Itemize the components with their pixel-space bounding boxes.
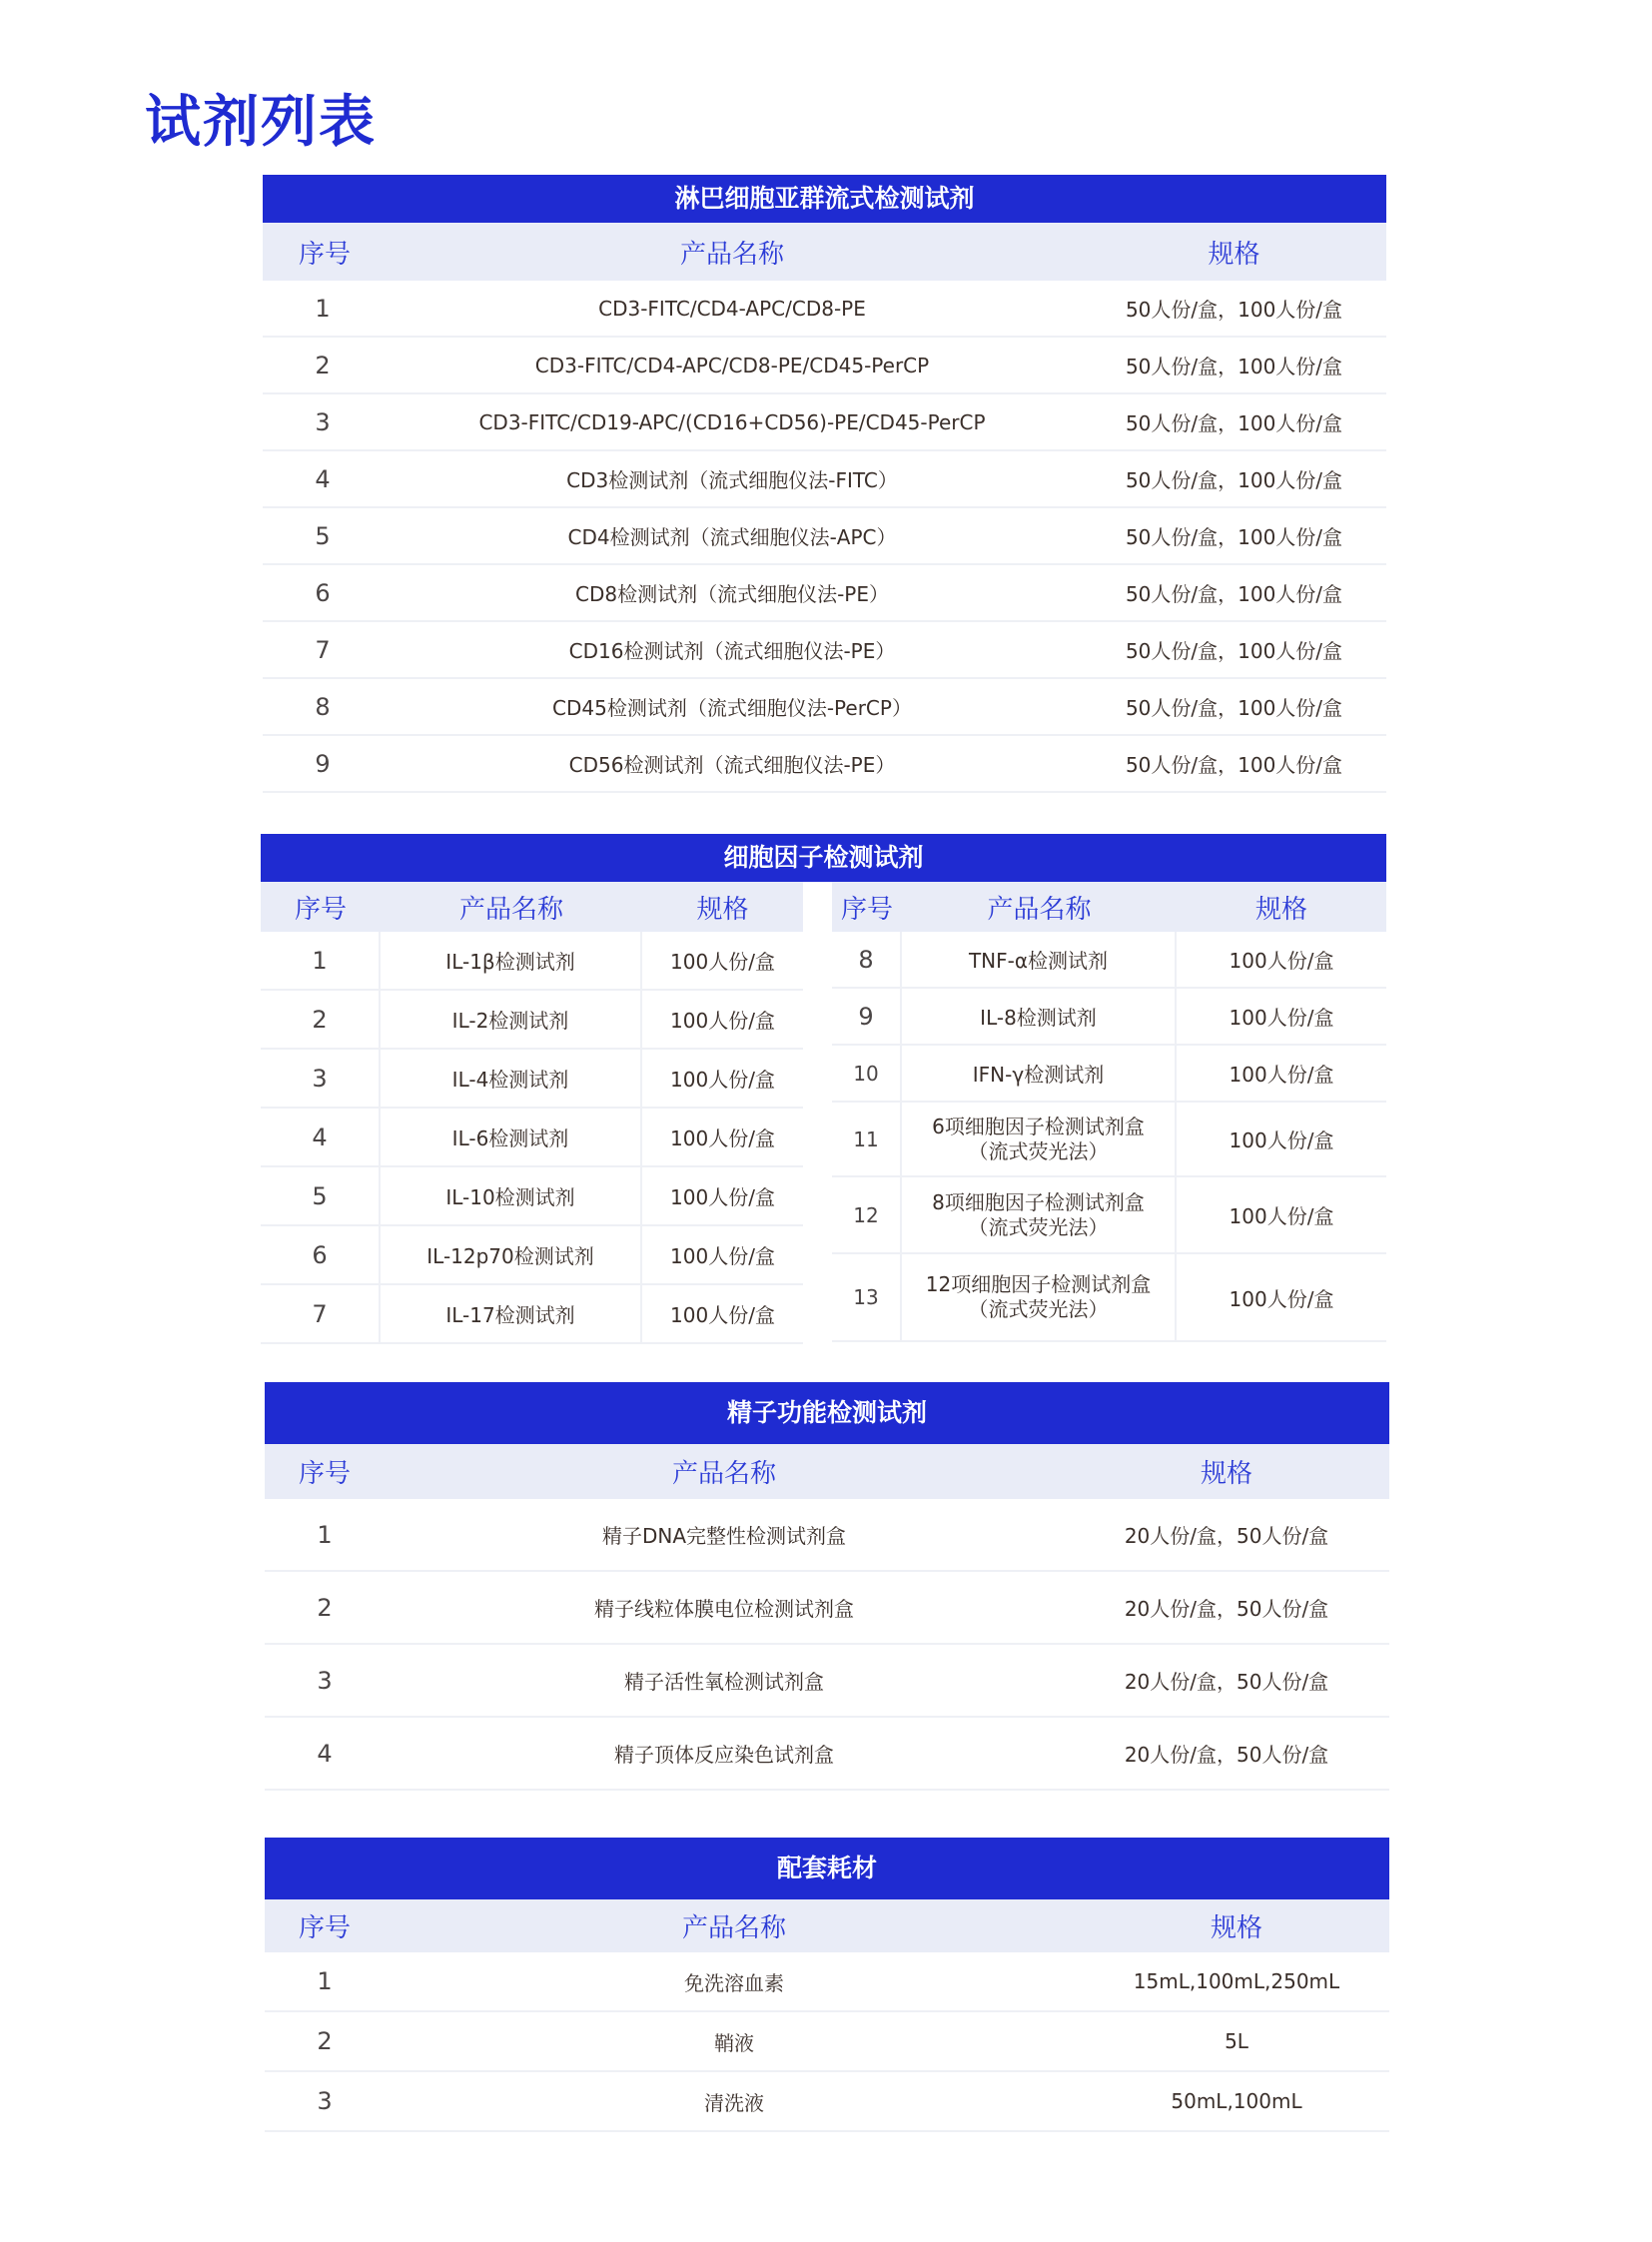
row-idx: 8 bbox=[315, 692, 331, 721]
header-idx: 序号 bbox=[294, 894, 347, 925]
row-spec: 50mL,100mL bbox=[1171, 2089, 1302, 2113]
row-name: 鞘液 bbox=[714, 2030, 754, 2055]
row-idx: 2 bbox=[317, 1593, 333, 1622]
row-name: IL-1β检测试剂 bbox=[381, 932, 642, 989]
lymph-table bbox=[263, 175, 1386, 793]
row-idx: 4 bbox=[315, 464, 331, 493]
row-name: IFN-γ检测试剂 bbox=[902, 1046, 1177, 1101]
table-row bbox=[832, 1177, 1386, 1254]
header-name: 产品名称 bbox=[671, 1459, 776, 1489]
table-row bbox=[261, 1226, 803, 1285]
row-name: 8项细胞因子检测试剂盒 bbox=[932, 1189, 1145, 1214]
row-spec: 100人份/盒 bbox=[1229, 1128, 1334, 1152]
table-row bbox=[263, 736, 1386, 793]
sperm-table bbox=[265, 1382, 1389, 1791]
row-name-method: （流式荧光法） bbox=[968, 1297, 1109, 1321]
row-name-method: （流式荧光法） bbox=[968, 1214, 1109, 1239]
table-row bbox=[263, 622, 1386, 679]
row-name-cell bbox=[902, 1177, 1177, 1252]
row-spec: 50人份/盒，100人份/盒 bbox=[1125, 411, 1343, 435]
row-idx: 3 bbox=[317, 1666, 333, 1695]
table-row bbox=[265, 1952, 1389, 2012]
row-idx: 4 bbox=[261, 1109, 381, 1165]
section-title: 淋巴细胞亚群流式检测试剂 bbox=[263, 175, 1386, 223]
row-name: CD16检测试剂（流式细胞仪法-PE） bbox=[568, 639, 896, 663]
header-name: 产品名称 bbox=[679, 239, 784, 270]
header-spec: 规格 bbox=[696, 894, 749, 925]
table-row bbox=[265, 2012, 1389, 2072]
row-spec: 100人份/盒 bbox=[670, 1126, 775, 1150]
row-name: IL-2检测试剂 bbox=[381, 991, 642, 1048]
header-name: 产品名称 bbox=[681, 1913, 786, 1943]
row-name: 清洗液 bbox=[704, 2090, 764, 2115]
row-name: IL-4检测试剂 bbox=[381, 1050, 642, 1107]
row-idx: 7 bbox=[315, 635, 331, 664]
row-idx: 6 bbox=[261, 1226, 381, 1283]
table-row bbox=[265, 1718, 1389, 1791]
table-row bbox=[832, 1254, 1386, 1342]
row-name: CD3检测试剂（流式细胞仪法-FITC） bbox=[566, 468, 898, 492]
cytokine-table bbox=[261, 834, 1386, 1344]
row-name-cell bbox=[902, 1254, 1177, 1340]
header-idx: 序号 bbox=[298, 1459, 351, 1489]
row-spec: 20人份/盒，50人份/盒 bbox=[1124, 1524, 1329, 1548]
header-spec: 规格 bbox=[1210, 1913, 1262, 1943]
header-idx: 序号 bbox=[299, 239, 352, 270]
row-name: IL-6检测试剂 bbox=[381, 1109, 642, 1165]
row-spec: 50人份/盒，100人份/盒 bbox=[1125, 582, 1343, 606]
row-name: CD8检测试剂（流式细胞仪法-PE） bbox=[574, 582, 889, 606]
row-idx: 13 bbox=[832, 1254, 902, 1340]
header-idx: 序号 bbox=[840, 894, 893, 925]
row-idx: 1 bbox=[261, 932, 381, 989]
table-row bbox=[832, 1046, 1386, 1103]
row-spec: 50人份/盒，100人份/盒 bbox=[1125, 753, 1343, 777]
page-title: 试剂列表 bbox=[145, 90, 377, 155]
row-name: TNF-α检测试剂 bbox=[902, 932, 1177, 987]
table-row bbox=[263, 565, 1386, 622]
cytokine-right-table bbox=[832, 882, 1386, 1344]
row-spec: 100人份/盒 bbox=[670, 1185, 775, 1209]
row-spec: 50人份/盒，100人份/盒 bbox=[1125, 355, 1343, 378]
row-idx: 9 bbox=[832, 989, 902, 1044]
row-name-cell bbox=[902, 1103, 1177, 1175]
row-idx: 8 bbox=[832, 932, 902, 987]
row-spec: 100人份/盒 bbox=[670, 1068, 775, 1092]
section-title: 细胞因子检测试剂 bbox=[261, 834, 1386, 882]
table-row bbox=[261, 1050, 803, 1109]
table-row bbox=[265, 1645, 1389, 1718]
row-idx: 10 bbox=[832, 1046, 902, 1101]
row-spec: 100人份/盒 bbox=[1229, 1204, 1334, 1228]
table-row bbox=[832, 989, 1386, 1046]
table-header bbox=[265, 1899, 1389, 1952]
row-spec: 100人份/盒 bbox=[670, 1009, 775, 1033]
row-name: CD3-FITC/CD4-APC/CD8-PE bbox=[598, 296, 866, 321]
table-row bbox=[832, 1103, 1386, 1177]
row-spec: 50人份/盒，100人份/盒 bbox=[1125, 696, 1343, 720]
row-idx: 7 bbox=[261, 1285, 381, 1342]
table-row bbox=[265, 1572, 1389, 1645]
row-name: 精子顶体反应染色试剂盒 bbox=[614, 1743, 834, 1767]
table-row bbox=[263, 679, 1386, 736]
table-row bbox=[263, 508, 1386, 565]
table-header bbox=[263, 223, 1386, 281]
row-name: IL-8检测试剂 bbox=[902, 989, 1177, 1044]
table-row bbox=[261, 1167, 803, 1226]
row-name: CD3-FITC/CD4-APC/CD8-PE/CD45-PerCP bbox=[534, 353, 930, 377]
row-idx: 5 bbox=[315, 521, 331, 550]
row-spec: 100人份/盒 bbox=[1229, 1286, 1334, 1311]
row-idx: 2 bbox=[317, 2027, 333, 2055]
row-idx: 1 bbox=[317, 1967, 333, 1995]
row-name: 12项细胞因子检测试剂盒 bbox=[925, 1272, 1152, 1296]
row-name: IL-12p70检测试剂 bbox=[381, 1226, 642, 1283]
row-idx: 1 bbox=[317, 1520, 333, 1549]
row-spec: 100人份/盒 bbox=[1229, 1063, 1334, 1087]
header-name: 产品名称 bbox=[458, 894, 563, 925]
row-idx: 1 bbox=[315, 294, 331, 323]
table-row bbox=[261, 1285, 803, 1344]
header-spec: 规格 bbox=[1200, 1459, 1252, 1489]
header-spec: 规格 bbox=[1208, 239, 1260, 270]
row-idx: 6 bbox=[315, 578, 331, 607]
row-spec: 100人份/盒 bbox=[1229, 949, 1334, 973]
row-spec: 20人份/盒，50人份/盒 bbox=[1124, 1670, 1329, 1694]
table-header bbox=[261, 882, 803, 932]
table-row bbox=[263, 394, 1386, 451]
row-spec: 100人份/盒 bbox=[670, 1244, 775, 1268]
row-name-method: （流式荧光法） bbox=[968, 1138, 1109, 1163]
row-name: 6项细胞因子检测试剂盒 bbox=[932, 1114, 1145, 1138]
row-spec: 5L bbox=[1225, 2029, 1248, 2053]
table-row bbox=[261, 1109, 803, 1167]
header-spec: 规格 bbox=[1254, 894, 1307, 925]
row-spec: 50人份/盒，100人份/盒 bbox=[1125, 298, 1343, 322]
section-title: 精子功能检测试剂 bbox=[265, 1382, 1389, 1444]
row-spec: 20人份/盒，50人份/盒 bbox=[1124, 1597, 1329, 1621]
row-spec: 100人份/盒 bbox=[670, 1303, 775, 1327]
table-row bbox=[263, 338, 1386, 394]
row-spec: 50人份/盒，100人份/盒 bbox=[1125, 525, 1343, 549]
row-spec: 100人份/盒 bbox=[670, 950, 775, 974]
row-name: CD56检测试剂（流式细胞仪法-PE） bbox=[568, 753, 896, 777]
row-idx: 3 bbox=[261, 1050, 381, 1107]
row-name: 精子DNA完整性检测试剂盒 bbox=[601, 1524, 847, 1548]
row-name: 免洗溶血素 bbox=[684, 1970, 784, 1995]
row-name: CD3-FITC/CD19-APC/(CD16+CD56)-PE/CD45-PerCP bbox=[478, 409, 986, 434]
header-name: 产品名称 bbox=[987, 894, 1092, 925]
row-idx: 3 bbox=[315, 407, 331, 436]
row-idx: 2 bbox=[315, 351, 331, 379]
row-name: 精子活性氧检测试剂盒 bbox=[624, 1670, 824, 1694]
table-row bbox=[261, 991, 803, 1050]
row-idx: 5 bbox=[261, 1167, 381, 1224]
row-spec: 50人份/盒，100人份/盒 bbox=[1125, 468, 1343, 492]
table-row bbox=[263, 281, 1386, 338]
table-row bbox=[265, 2072, 1389, 2132]
row-idx: 3 bbox=[317, 2087, 333, 2115]
row-idx: 12 bbox=[832, 1177, 902, 1252]
table-row bbox=[265, 1499, 1389, 1572]
section-title: 配套耗材 bbox=[265, 1838, 1389, 1899]
row-idx: 4 bbox=[317, 1739, 333, 1768]
table-row bbox=[832, 932, 1386, 989]
table-row bbox=[263, 451, 1386, 508]
row-spec: 50人份/盒，100人份/盒 bbox=[1125, 639, 1343, 663]
row-name: CD45检测试剂（流式细胞仪法-PerCP） bbox=[552, 696, 912, 720]
row-idx: 11 bbox=[832, 1103, 902, 1175]
cytokine-left-table bbox=[261, 882, 803, 1344]
table-header bbox=[265, 1444, 1389, 1499]
table-row bbox=[261, 932, 803, 991]
consumables-table bbox=[265, 1838, 1389, 2132]
row-name: CD4检测试剂（流式细胞仪法-APC） bbox=[567, 525, 897, 549]
row-spec: 20人份/盒，50人份/盒 bbox=[1124, 1743, 1329, 1767]
row-name: 精子线粒体膜电位检测试剂盒 bbox=[594, 1597, 854, 1621]
row-spec: 100人份/盒 bbox=[1229, 1006, 1334, 1030]
row-name: IL-10检测试剂 bbox=[381, 1167, 642, 1224]
row-name: IL-17检测试剂 bbox=[381, 1285, 642, 1342]
table-header bbox=[832, 882, 1386, 932]
row-spec: 15mL,100mL,250mL bbox=[1133, 1969, 1340, 1993]
header-idx: 序号 bbox=[298, 1913, 351, 1943]
row-idx: 2 bbox=[261, 991, 381, 1048]
row-idx: 9 bbox=[315, 749, 331, 778]
